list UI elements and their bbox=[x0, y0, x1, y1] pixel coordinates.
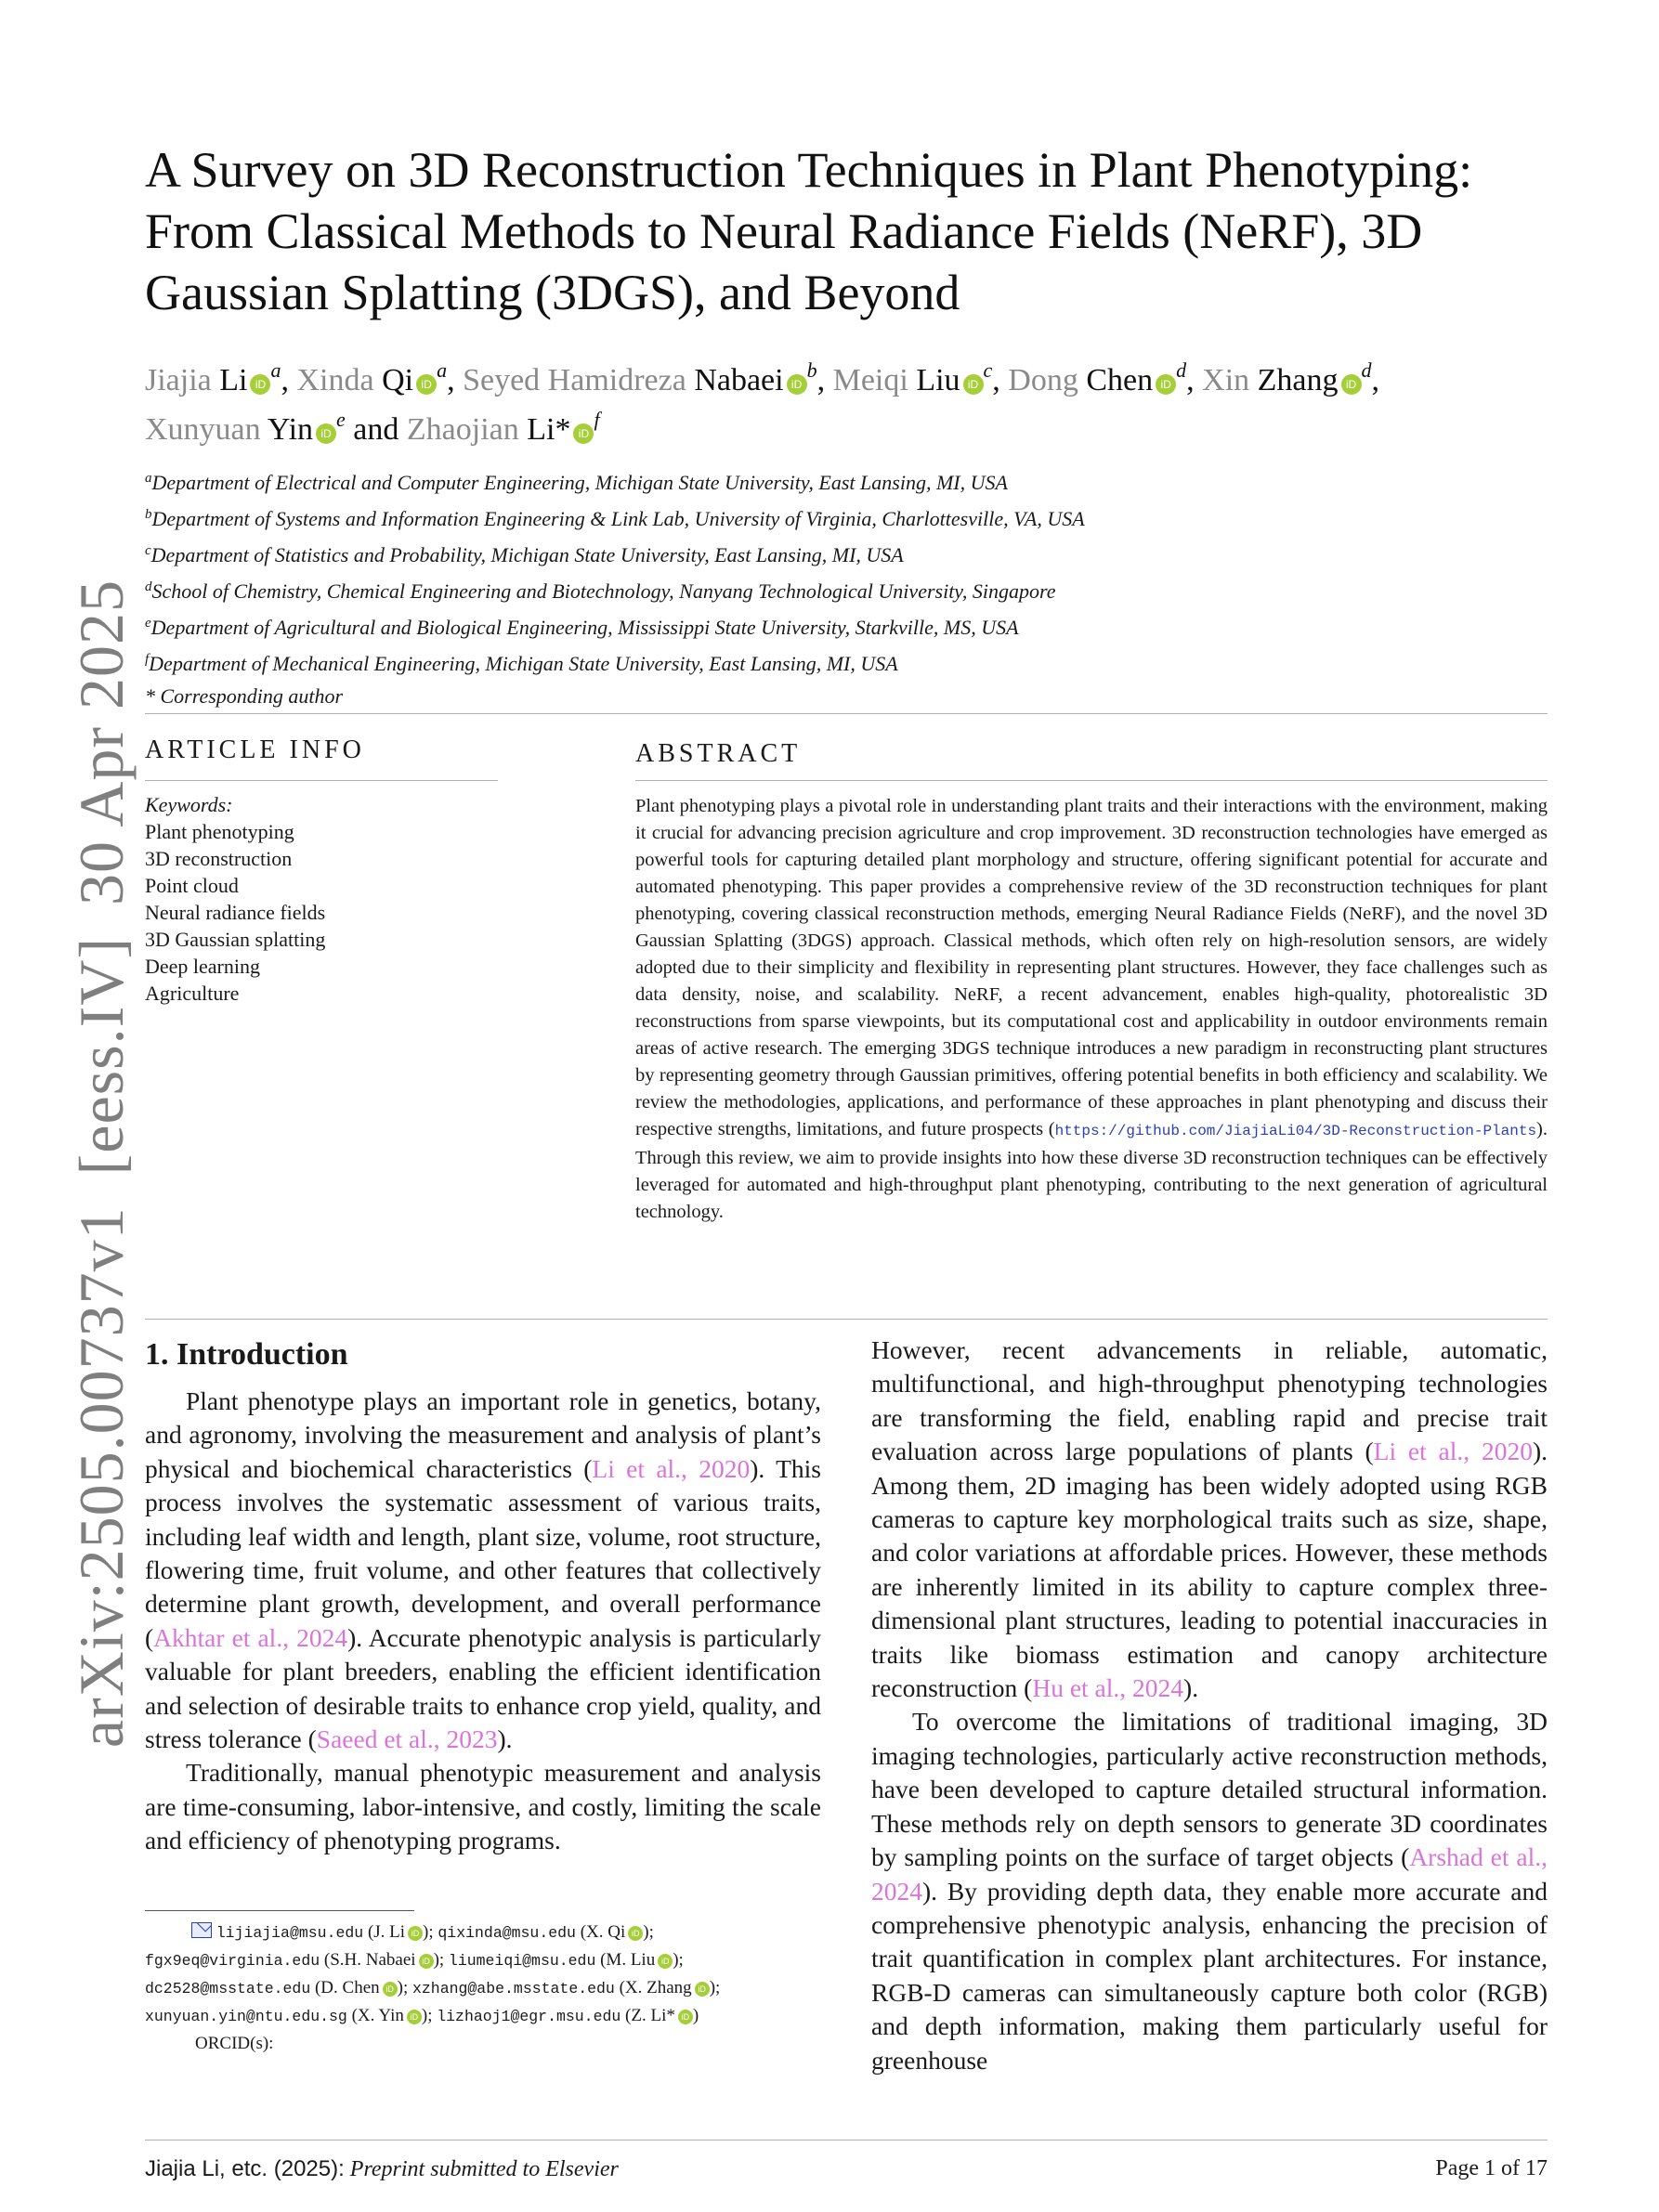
corresponding-note: * Corresponding author bbox=[145, 684, 344, 708]
email-link[interactable]: qixinda@msu.edu bbox=[438, 1924, 576, 1942]
left-column bbox=[145, 1385, 821, 1858]
section-heading: 1. Introduction bbox=[145, 1337, 348, 1372]
author: Jiajia Li $iD^a$, bbox=[145, 358, 289, 397]
footer-journal: Preprint submitted to Elsevier bbox=[349, 2157, 619, 2181]
orcid-icon[interactable]: iD bbox=[963, 374, 984, 395]
orcid-icon[interactable]: iD bbox=[419, 1954, 434, 1969]
arxiv-date: 30 Apr 2025 bbox=[66, 579, 137, 905]
divider bbox=[145, 780, 498, 781]
paragraph: However, recent advancements in reliable, automatic, multifunctional, and high-throughput phenotyping technologies are transforming the field, enabling rapid and precise trait evaluation across large populations of plants (Li et al., 2020). Among them, 2D imaging has been widely adopted using RGB cameras to capture key morphological traits such as size, shape, and color variations at affordable prices. However, these methods are inherently limited in its ability to capture complex three-dimensional plant structures, leading to potential inaccuracies in traits like biomass estimation and canopy architecture reconstruction (Hu et al., 2024). bbox=[871, 1335, 1548, 1703]
and-word: and bbox=[353, 412, 399, 447]
email-link[interactable]: dc2528@msstate.edu bbox=[145, 1980, 311, 1997]
paragraph: Traditionally, manual phenotypic measurement and analysis are time-consuming, labor-intensive, and costly, limiting the scale and efficiency of phenotyping programs. bbox=[145, 1758, 821, 1855]
affiliation: $^d$School of Chemistry, Chemical Engineering and Biotechnology, Nanyang Technological University, Singapore bbox=[145, 579, 1056, 603]
affiliation: $^e$Department of Agricultural and Biological Engineering, Mississippi State University, Starkville, MS, USA bbox=[145, 616, 1019, 639]
keywords-label: Keywords: bbox=[145, 793, 233, 816]
orcid-icon[interactable]: iD bbox=[408, 1926, 423, 1941]
orcid-icon[interactable]: iD bbox=[628, 1926, 643, 1941]
footnote-rule bbox=[145, 1910, 414, 1911]
email-link[interactable]: lizhaoj1@egr.msu.edu bbox=[437, 2008, 621, 2025]
keywords bbox=[145, 791, 498, 1007]
keyword: Plant phenotyping bbox=[145, 820, 294, 843]
citation-link[interactable]: Arshad et al., 2024 bbox=[871, 1842, 1548, 1906]
keyword: 3D Gaussian splatting bbox=[145, 928, 326, 951]
email-link[interactable]: xunyuan.yin@ntu.edu.sg bbox=[145, 2008, 347, 2025]
author: Xunyuan Yin $iD^e$ bbox=[145, 408, 346, 447]
paper-title: A Survey on 3D Reconstruction Techniques in Plant Phenotyping: From Classical Methods to Neural Radiance Fields (NeRF), 3D Gaussian Splatting (3DGS), and Beyond bbox=[145, 142, 1473, 320]
footer-authors: Jiajia Li, etc. (2025): bbox=[145, 2156, 345, 2181]
author: Xin Zhang $iD^d$, bbox=[1202, 358, 1379, 397]
email-link[interactable]: lijiajia@msu.edu bbox=[216, 1924, 364, 1942]
citation-link[interactable]: Hu et al., 2024 bbox=[1032, 1673, 1184, 1703]
orcid-icon[interactable]: iD bbox=[658, 1954, 673, 1969]
abstract-body: Plant phenotyping plays a pivotal role in understanding plant traits and their interactions with the environment, making it crucial for advancing precision agriculture and crop improvement. 3D reconstruction technologies have emerged as powerful tools for capturing detailed plant morphology and structure, offering significant potential for accurate and automated phenotyping. This paper provides a comprehensive review of the 3D reconstruction techniques for plant phenotyping, covering classical reconstruction methods, emerging Neural Radiance Fields (NeRF), and the novel 3D Gaussian Splatting (3DGS) approach. Classical methods, which often rely on high-resolution sensors, are widely adopted due to their simplicity and flexibility in representing plant structures. However, they face challenges such as data density, noise, and scalability. NeRF, a recent advancement, enables high-quality, photorealistic 3D reconstructions from sparse viewpoints, but its computational cost and applicability in outdoor environments remain areas of active research. The emerging 3DGS technique introduces a new paradigm in reconstructing plant structures by representing geometry through Gaussian primitives, offering potential benefits in both efficiency and scalability. We review the methodologies, applications, and performance of these approaches in plant phenotyping and discuss their respective strengths, limitations, and future prospects (https://github.com/JiajiaLi04/3D-Reconstruction-Plants). Through this review, we aim to provide insights into how these diverse 3D reconstruction techniques can be effectively leveraged for automated and high-throughput plant phenotyping, contributing to the next generation of agricultural technology. bbox=[635, 796, 1548, 1222]
divider bbox=[635, 780, 1548, 781]
arxiv-category: [eess.IV] bbox=[66, 937, 137, 1176]
page-number: Page 1 of 17 bbox=[1435, 2156, 1548, 2180]
orcid-icon[interactable]: iD bbox=[250, 374, 270, 395]
email-link[interactable]: fgx9eq@virginia.edu bbox=[145, 1952, 320, 1970]
affiliation: $^b$Department of Systems and Information Engineering & Link Lab, University of Virginia, Charlottesville, VA, USA bbox=[145, 507, 1085, 530]
citation-link[interactable]: Li et al., 2020 bbox=[592, 1453, 751, 1483]
repo-link[interactable]: https://github.com/JiajiaLi04/3D-Reconstruction-Plants bbox=[1054, 1123, 1537, 1139]
citation-link[interactable]: Saeed et al., 2023 bbox=[316, 1724, 498, 1754]
keyword: 3D reconstruction bbox=[145, 847, 293, 870]
citation-link[interactable]: Li et al., 2020 bbox=[1373, 1437, 1533, 1466]
keyword: Agriculture bbox=[145, 982, 240, 1005]
citation-link[interactable]: Akhtar et al., 2024 bbox=[153, 1622, 348, 1652]
orcid-icon[interactable]: iD bbox=[416, 374, 437, 395]
orcid-icon[interactable]: iD bbox=[383, 1982, 398, 1997]
page-footer bbox=[145, 2156, 1548, 2182]
author: Meiqi Liu $iD^c$, bbox=[832, 358, 1000, 397]
orcid-icon[interactable]: iD bbox=[316, 423, 336, 444]
divider bbox=[145, 1319, 1548, 1320]
email-link[interactable]: liumeiqi@msu.edu bbox=[448, 1952, 596, 1970]
affiliations bbox=[145, 462, 1538, 712]
author: Zhaojian Li* $iD^f$ bbox=[406, 408, 600, 447]
affiliation: $^a$Department of Electrical and Computer Engineering, Michigan State University, East Lansing, MI, USA bbox=[145, 471, 1008, 494]
paragraph: Plant phenotype plays an important role in genetics, botany, and agronomy, involving the measurement and analysis of plant’s physical and biochemical characteristics (Li et al., 2020). This process involves the systematic assessment of various traits, including leaf width and length, plant size, volume, root structure, flowering time, fruit volume, and other features that collectively determine plant growth, development, and overall performance (Akhtar et al., 2024). Accurate phenotypic analysis is particularly valuable for plant breeders, enabling the efficient identification and selection of desirable traits to enhance crop yield, quality, and stress tolerance (Saeed et al., 2023). bbox=[145, 1386, 821, 1754]
paragraph: To overcome the limitations of traditional imaging, 3D imaging technologies, particularly active reconstruction methods, have been developed to capture detailed structural information. These methods rely on depth sensors to generate 3D coordinates by sampling points on the surface of target objects (Arshad et al., 2024). By providing depth data, they enable more accurate and comprehensive phenotypic analysis, enhancing the precision of trait quantification in complex plant architectures. For instance, RGB-D cameras can simultaneously capture both color (RGB) and depth information, making them particularly useful for greenhouse bbox=[871, 1707, 1548, 2075]
author-list bbox=[145, 351, 1538, 449]
footnote: lijiajia@msu.edu (J. Li iD ); qixinda@msu.edu (X. Qi iD ); fgx9eq@virginia.edu (S.H. Nabaei iD ); liumeiqi@msu.edu (M. Liu iD ); dc2528@msstate.edu (D. Chen iD ); xzhang@abe.msstate.edu (X. Zhang iD ); xunyuan.yin@ntu.edu.sg (X. Yin iD ); lizhaoj1@egr.msu.edu (Z. Li* iD ) ORCID(s): bbox=[145, 1919, 851, 2057]
affiliation: $^f$Department of Mechanical Engineering, Michigan State University, East Lansing, MI, USA bbox=[145, 652, 898, 675]
orcid-icon[interactable]: iD bbox=[1156, 374, 1176, 395]
email-icon bbox=[191, 1922, 212, 1938]
keyword: Deep learning bbox=[145, 955, 260, 978]
author: Xinda Qi $iD^a$, bbox=[296, 358, 455, 397]
keyword: Point cloud bbox=[145, 874, 239, 897]
abstract-heading: ABSTRACT bbox=[635, 739, 802, 768]
article-info-heading: ARTICLE INFO bbox=[145, 735, 365, 764]
divider bbox=[145, 713, 1548, 714]
orcid-label: ORCID(s): bbox=[195, 2034, 274, 2053]
keyword: Neural radiance fields bbox=[145, 901, 326, 924]
orcid-icon[interactable]: iD bbox=[573, 423, 594, 444]
orcid-icon[interactable]: iD bbox=[695, 1982, 710, 1997]
orcid-icon[interactable]: iD bbox=[678, 2010, 693, 2024]
affiliation: $^c$Department of Statistics and Probability, Michigan State University, East Lansing, MI, USA bbox=[145, 543, 904, 566]
orcid-icon[interactable]: iD bbox=[407, 2010, 422, 2024]
arxiv-id: arXiv:2505.00737v1 bbox=[66, 1206, 137, 1749]
email-link[interactable]: xzhang@abe.msstate.edu bbox=[412, 1980, 615, 1997]
arxiv-stamp bbox=[65, 548, 138, 1748]
author: Dong Chen $iD^d$, bbox=[1008, 358, 1195, 397]
author: Seyed Hamidreza Nabaei $iD^b$, bbox=[463, 358, 826, 397]
right-column bbox=[871, 1334, 1548, 2077]
orcid-icon[interactable]: iD bbox=[787, 374, 807, 395]
orcid-icon[interactable]: iD bbox=[1341, 374, 1362, 395]
